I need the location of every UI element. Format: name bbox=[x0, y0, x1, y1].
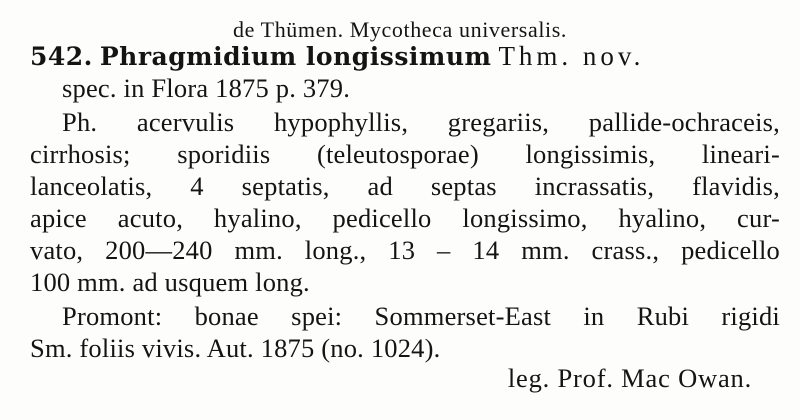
locality-line: Sm. foliis vivis. Aut. 1875 (no. 1024). bbox=[30, 333, 441, 363]
collector-line: leg. Prof. Mac Owan. bbox=[507, 363, 752, 393]
description-line: lanceolatis, 4 septatis, ad septas incrassatis, flavidis, bbox=[30, 171, 780, 201]
description-line: apice acuto, hyalino, pedicello longissimo, hyalino, cur- bbox=[30, 203, 780, 233]
species-title bbox=[30, 40, 644, 73]
species-author: Thm. nov. bbox=[498, 41, 645, 71]
exsiccata-number: 542. bbox=[30, 42, 93, 71]
species-name: Phragmidium longissimum bbox=[99, 42, 492, 71]
description-line: cirrhosis; sporidiis (teleutosporae) longissimis, lineari- bbox=[30, 139, 780, 169]
description-line: 100 mm. ad usquem long. bbox=[30, 267, 310, 297]
publication-reference: spec. in Flora 1875 p. 379. bbox=[62, 73, 351, 103]
series-header: de Thümen. Mycotheca universalis. bbox=[232, 17, 568, 42]
locality-line: Promont: bonae spei: Sommerset-East in Rubi rigidi bbox=[62, 301, 780, 331]
description-line: Ph. acervulis hypophyllis, gregariis, pallide-ochraceis, bbox=[62, 107, 780, 137]
description-line: vato, 200—240 mm. long., 13 – 14 mm. crass., pedicello bbox=[30, 235, 780, 265]
